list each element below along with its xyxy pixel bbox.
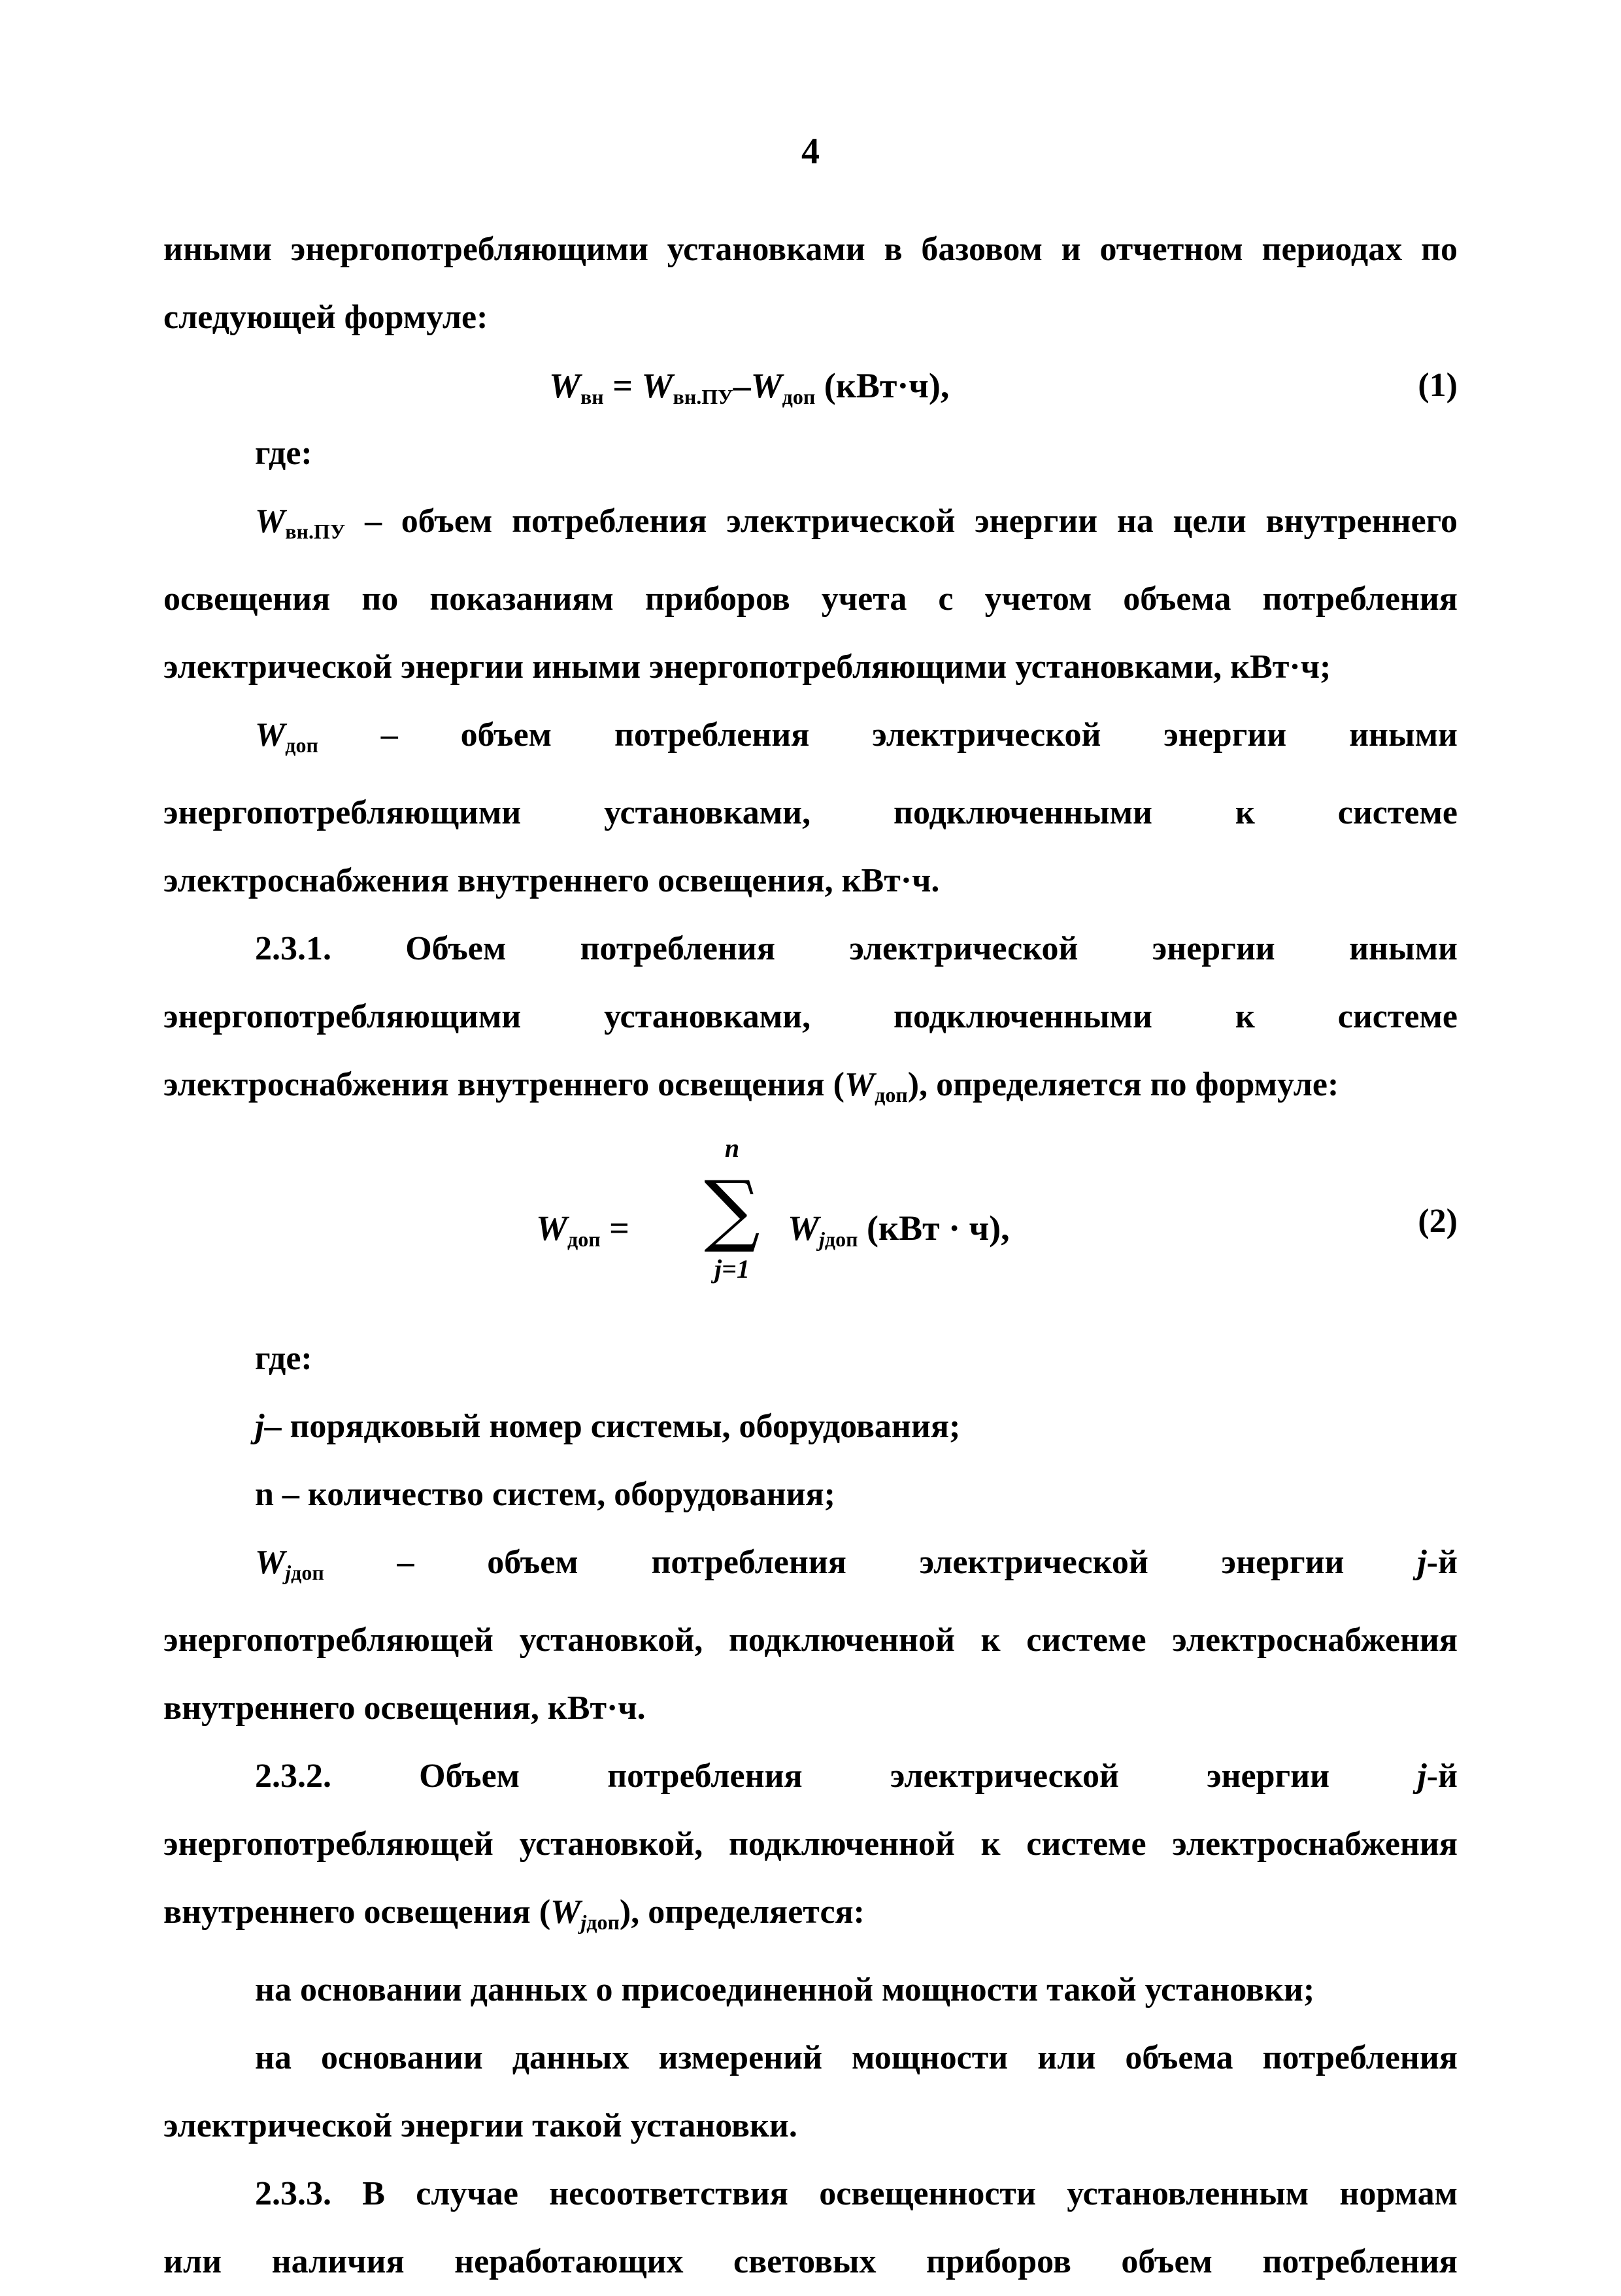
text-line: энергопотребляющими установками, подключенными к системе — [163, 794, 1458, 831]
document-body — [163, 216, 1458, 2296]
text-line: энергопотребляющей установкой, подключенной к системе электроснабжения — [163, 1622, 1458, 1659]
text-line: j– порядковый номер системы, оборудования; — [255, 1408, 961, 1445]
formula-2-term: $W_{jдоп}$ (кВт · ч), — [788, 1208, 1010, 1251]
formula-1-expression: $W_{вн} = W_{вн.ПУ}-W_{доп}$ (кВт·ч), — [549, 366, 950, 408]
list-item: на основании данных измерений мощности или объема потребления — [255, 2039, 1458, 2076]
sigma-icon: ∑ — [704, 1165, 760, 1256]
formula-1-number: (1) — [1418, 367, 1458, 404]
text-line: или наличия неработающих световых приборов объем потребления — [163, 2243, 1458, 2280]
where-label: где: — [255, 435, 312, 472]
text-line: 2.3.1. Объем потребления электрической энергии иными — [255, 930, 1458, 967]
text-line: n – количество систем, оборудования; — [255, 1476, 835, 1513]
text-line: $W_{вн.ПУ}$ – объем потребления электрической энергии на цели внутреннего — [255, 503, 1458, 543]
page-number: 4 — [801, 131, 820, 172]
text-line: электроснабжения внутреннего освещения, кВт·ч. — [163, 862, 940, 899]
text-line: электрической энергии иными энергопотребляющими установками, кВт·ч; — [163, 648, 1331, 686]
formula-2 — [163, 1129, 1458, 1325]
formula-2-number: (2) — [1418, 1203, 1458, 1240]
text-line: освещения по показаниям приборов учета с учетом объема потребления — [163, 580, 1458, 618]
formula-2-lhs: $W_{доп}$ = — [536, 1208, 629, 1251]
text-line: электрической энергии такой установки. — [163, 2107, 797, 2144]
text-line: 2.3.2. Объем потребления электрической энергии j-й — [255, 1757, 1458, 1795]
formula-1 — [163, 352, 1458, 420]
text-line: энергопотребляющей установкой, подключенной к системе электроснабжения — [163, 1825, 1458, 1863]
sum-lower-limit: j=1 — [714, 1254, 750, 1284]
text-line: следующей формуле: — [163, 299, 488, 336]
sum-upper-limit: n — [724, 1133, 740, 1163]
text-line: внутреннего освещения $(W_{jдоп})$, определяется: — [163, 1893, 865, 1934]
text-line: $W_{jдоп}$ – объем потребления электрической энергии j-й — [255, 1544, 1458, 1584]
summation-symbol — [683, 1129, 781, 1292]
where-label: где: — [255, 1340, 312, 1377]
text-line: иными энергопотребляющими установками в базовом и отчетном периодах по — [163, 231, 1458, 268]
text-line: $W_{доп}$ – объем потребления электрической энергии иными — [255, 716, 1458, 757]
text-line: 2.3.3. В случае несоответствия освещенности установленным нормам — [255, 2175, 1458, 2212]
text-line: энергопотребляющими установками, подключенными к системе — [163, 998, 1458, 1035]
text-line: внутреннего освещения, кВт·ч. — [163, 1689, 646, 1727]
text-line: электроснабжения внутреннего освещения $(W_{доп})$, определяется по формуле: — [163, 1066, 1339, 1106]
list-item: на основании данных о присоединенной мощности такой установки; — [255, 1971, 1315, 2008]
